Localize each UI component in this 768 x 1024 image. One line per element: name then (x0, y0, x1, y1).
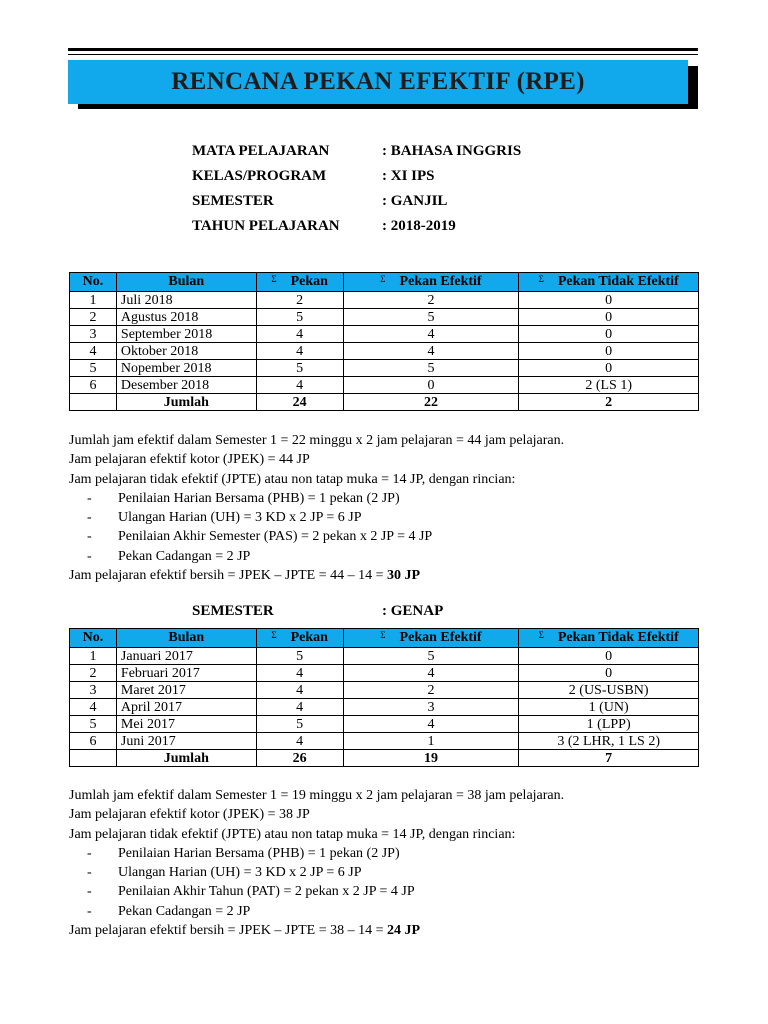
cell-bulan: April 2017 (116, 699, 256, 716)
cell-efektif: 4 (343, 343, 519, 360)
cell-tidak-efektif: 0 (519, 292, 699, 309)
meta-row (192, 143, 521, 168)
list-item-text: Penilaian Harian Bersama (PHB) = 1 pekan (2 JP) (118, 845, 400, 861)
cell-pekan: 2 (256, 292, 343, 309)
list-item (69, 902, 709, 921)
header-tidak-efektif-label: Pekan Tidak Efektif (557, 630, 679, 645)
list-item (69, 527, 709, 546)
title-band (68, 60, 698, 104)
cell-no: 1 (70, 292, 117, 309)
bullet-dash: - (87, 529, 92, 545)
cell-efektif: 2 (343, 292, 519, 309)
cell-pekan: 4 (256, 343, 343, 360)
bullet-dash: - (87, 490, 92, 506)
table-row (70, 377, 699, 394)
header-efektif-label: Pekan Efektif (399, 630, 482, 645)
table-row (70, 360, 699, 377)
header-tidak-efektif (519, 629, 699, 648)
cell-bulan: Juli 2018 (116, 292, 256, 309)
cell-pekan: 5 (256, 309, 343, 326)
cell-pekan: 4 (256, 665, 343, 682)
meta-label: MATA PELAJARAN (192, 143, 330, 159)
note-line: Jam pelajaran tidak efektif (JPTE) atau non tatap muka = 14 JP, dengan rincian: (69, 826, 516, 842)
sigma-icon: Σ (538, 630, 544, 640)
table-header-row (70, 273, 699, 292)
cell-no: 3 (70, 682, 117, 699)
list-item (69, 882, 709, 901)
cell-bulan: Maret 2017 (116, 682, 256, 699)
cell-pekan: 4 (256, 699, 343, 716)
list-item-text: Ulangan Harian (UH) = 3 KD x 2 JP = 6 JP (118, 865, 362, 881)
cell-total-efektif: 22 (343, 394, 519, 411)
cell-bulan: Januari 2017 (116, 648, 256, 665)
cell-pekan: 5 (256, 360, 343, 377)
list-item (69, 844, 709, 863)
header-efektif (343, 629, 519, 648)
bullet-dash: - (87, 548, 92, 564)
cell-tidak-efektif: 0 (519, 309, 699, 326)
list-item (69, 489, 709, 508)
cell-bulan: Oktober 2018 (116, 343, 256, 360)
sigma-icon: Σ (380, 630, 386, 640)
cell-no: 2 (70, 309, 117, 326)
header-efektif-label: Pekan Efektif (399, 274, 482, 289)
meta-row (192, 218, 521, 243)
table-row (70, 648, 699, 665)
sigma-icon: Σ (271, 274, 277, 284)
bullet-dash: - (87, 845, 92, 861)
meta-info (192, 143, 521, 243)
cell-bulan: September 2018 (116, 326, 256, 343)
sigma-icon: Σ (271, 630, 277, 640)
meta-value: : XI IPS (382, 168, 435, 184)
table-row (70, 309, 699, 326)
table-total-row (70, 394, 699, 411)
note-line: Jam pelajaran efektif kotor (JPEK) = 44 JP (69, 452, 310, 468)
note-summary-value: 30 JP (387, 568, 421, 584)
cell-bulan: Februari 2017 (116, 665, 256, 682)
meta-row (192, 193, 521, 218)
cell-pekan: 4 (256, 733, 343, 750)
note-summary-value: 24 JP (387, 923, 421, 939)
cell-tidak-efektif: 0 (519, 343, 699, 360)
semester-genap-label (192, 603, 443, 620)
cell-total-pekan: 26 (256, 750, 343, 767)
cell-no: 1 (70, 648, 117, 665)
cell-bulan: Mei 2017 (116, 716, 256, 733)
cell-bulan: Desember 2018 (116, 377, 256, 394)
title-rule-thin (68, 54, 698, 55)
sigma-icon: Σ (380, 274, 386, 284)
cell-tidak-efektif: 1 (LPP) (519, 716, 699, 733)
list-item (69, 863, 709, 882)
cell-tidak-efektif: 0 (519, 326, 699, 343)
header-pekan (256, 273, 343, 292)
meta-label: SEMESTER (192, 193, 274, 209)
header-tidak-efektif-label: Pekan Tidak Efektif (557, 274, 679, 289)
header-tidak-efektif (519, 273, 699, 292)
header-bulan: Bulan (116, 629, 256, 648)
list-item-text: Ulangan Harian (UH) = 3 KD x 2 JP = 6 JP (118, 510, 362, 526)
table-row (70, 699, 699, 716)
cell-bulan: Juni 2017 (116, 733, 256, 750)
cell-no: 4 (70, 699, 117, 716)
table-row (70, 682, 699, 699)
cell-pekan: 4 (256, 682, 343, 699)
cell-total-pekan: 24 (256, 394, 343, 411)
cell-no: 4 (70, 343, 117, 360)
cell-efektif: 2 (343, 682, 519, 699)
cell-no: 5 (70, 360, 117, 377)
note-summary-text: Jam pelajaran efektif bersih = JPEK – JPTE = 44 – 14 = (69, 568, 388, 584)
notes-semester-ganjil (69, 431, 709, 585)
cell-tidak-efektif: 2 (LS 1) (519, 377, 699, 394)
cell-no: 6 (70, 377, 117, 394)
cell-efektif: 4 (343, 716, 519, 733)
cell-tidak-efektif: 0 (519, 360, 699, 377)
meta-label: SEMESTER (192, 603, 274, 619)
cell-pekan: 5 (256, 648, 343, 665)
note-summary (69, 566, 709, 585)
header-pekan-label: Pekan (290, 630, 328, 645)
cell-efektif: 3 (343, 699, 519, 716)
list-item (69, 547, 709, 566)
cell-pekan: 5 (256, 716, 343, 733)
list-item (69, 508, 709, 527)
table-row (70, 292, 699, 309)
header-efektif (343, 273, 519, 292)
table-header-row (70, 629, 699, 648)
list-item-text: Penilaian Akhir Tahun (PAT) = 2 pekan x 2 JP = 4 JP (118, 884, 415, 900)
meta-value: : GENAP (382, 603, 444, 619)
note-summary-text: Jam pelajaran efektif bersih = JPEK – JPTE = 38 – 14 = (69, 923, 388, 939)
table-row (70, 716, 699, 733)
cell-tidak-efektif: 3 (2 LHR, 1 LS 2) (519, 733, 699, 750)
meta-value: : BAHASA INGGRIS (382, 143, 522, 159)
cell-efektif: 0 (343, 377, 519, 394)
cell-efektif: 5 (343, 309, 519, 326)
title-banner (68, 48, 698, 104)
note-line: Jam pelajaran efektif kotor (JPEK) = 38 JP (69, 807, 310, 823)
note-line: Jam pelajaran tidak efektif (JPTE) atau non tatap muka = 14 JP, dengan rincian: (69, 471, 516, 487)
page-title: RENCANA PEKAN EFEKTIF (RPE) (171, 68, 585, 95)
cell-total-label: Jumlah (116, 750, 256, 767)
meta-label: KELAS/PROGRAM (192, 168, 327, 184)
cell-efektif: 4 (343, 326, 519, 343)
cell-bulan: Nopember 2018 (116, 360, 256, 377)
note-summary (69, 921, 709, 940)
cell-no: 6 (70, 733, 117, 750)
table-row (70, 733, 699, 750)
list-item-text: Pekan Cadangan = 2 JP (118, 548, 251, 564)
table-total-row (70, 750, 699, 767)
table-semester-ganjil (69, 272, 699, 411)
note-line: Jumlah jam efektif dalam Semester 1 = 22 minggu x 2 jam pelajaran = 44 jam pelajaran. (69, 433, 565, 448)
list-item-text: Pekan Cadangan = 2 JP (118, 903, 251, 919)
cell-tidak-efektif: 1 (UN) (519, 699, 699, 716)
list-item-text: Penilaian Akhir Semester (PAS) = 2 pekan x 2 JP = 4 JP (118, 529, 433, 545)
table-row (70, 665, 699, 682)
sigma-icon: Σ (538, 274, 544, 284)
notes-semester-genap (69, 786, 709, 940)
meta-value: : 2018-2019 (382, 218, 456, 234)
bullet-dash: - (87, 903, 92, 919)
cell-total-efektif: 19 (343, 750, 519, 767)
cell-tidak-efektif: 0 (519, 665, 699, 682)
cell-no: 3 (70, 326, 117, 343)
bullet-dash: - (87, 510, 92, 526)
header-bulan: Bulan (116, 273, 256, 292)
cell-tidak-efektif: 2 (US-USBN) (519, 682, 699, 699)
table-semester-genap (69, 628, 699, 767)
cell-pekan: 4 (256, 377, 343, 394)
header-no: No. (70, 273, 117, 292)
header-pekan (256, 629, 343, 648)
header-pekan-label: Pekan (290, 274, 328, 289)
table-row (70, 343, 699, 360)
cell-total-label: Jumlah (116, 394, 256, 411)
title-background (68, 60, 688, 104)
bullet-dash: - (87, 884, 92, 900)
cell-empty (70, 750, 117, 767)
cell-efektif: 5 (343, 360, 519, 377)
cell-efektif: 4 (343, 665, 519, 682)
cell-tidak-efektif: 0 (519, 648, 699, 665)
cell-total-tidak-efektif: 2 (519, 394, 699, 411)
cell-empty (70, 394, 117, 411)
list-item-text: Penilaian Harian Bersama (PHB) = 1 pekan (2 JP) (118, 490, 400, 506)
meta-row (192, 168, 521, 193)
note-line: Jumlah jam efektif dalam Semester 1 = 19 minggu x 2 jam pelajaran = 38 jam pelajaran. (69, 788, 565, 803)
cell-efektif: 5 (343, 648, 519, 665)
meta-label: TAHUN PELAJARAN (192, 218, 340, 234)
cell-bulan: Agustus 2018 (116, 309, 256, 326)
cell-no: 5 (70, 716, 117, 733)
title-rule-thick (68, 48, 698, 51)
cell-no: 2 (70, 665, 117, 682)
header-no: No. (70, 629, 117, 648)
cell-total-tidak-efektif: 7 (519, 750, 699, 767)
bullet-dash: - (87, 865, 92, 881)
meta-value: : GANJIL (382, 193, 448, 209)
table-row (70, 326, 699, 343)
cell-pekan: 4 (256, 326, 343, 343)
cell-efektif: 1 (343, 733, 519, 750)
